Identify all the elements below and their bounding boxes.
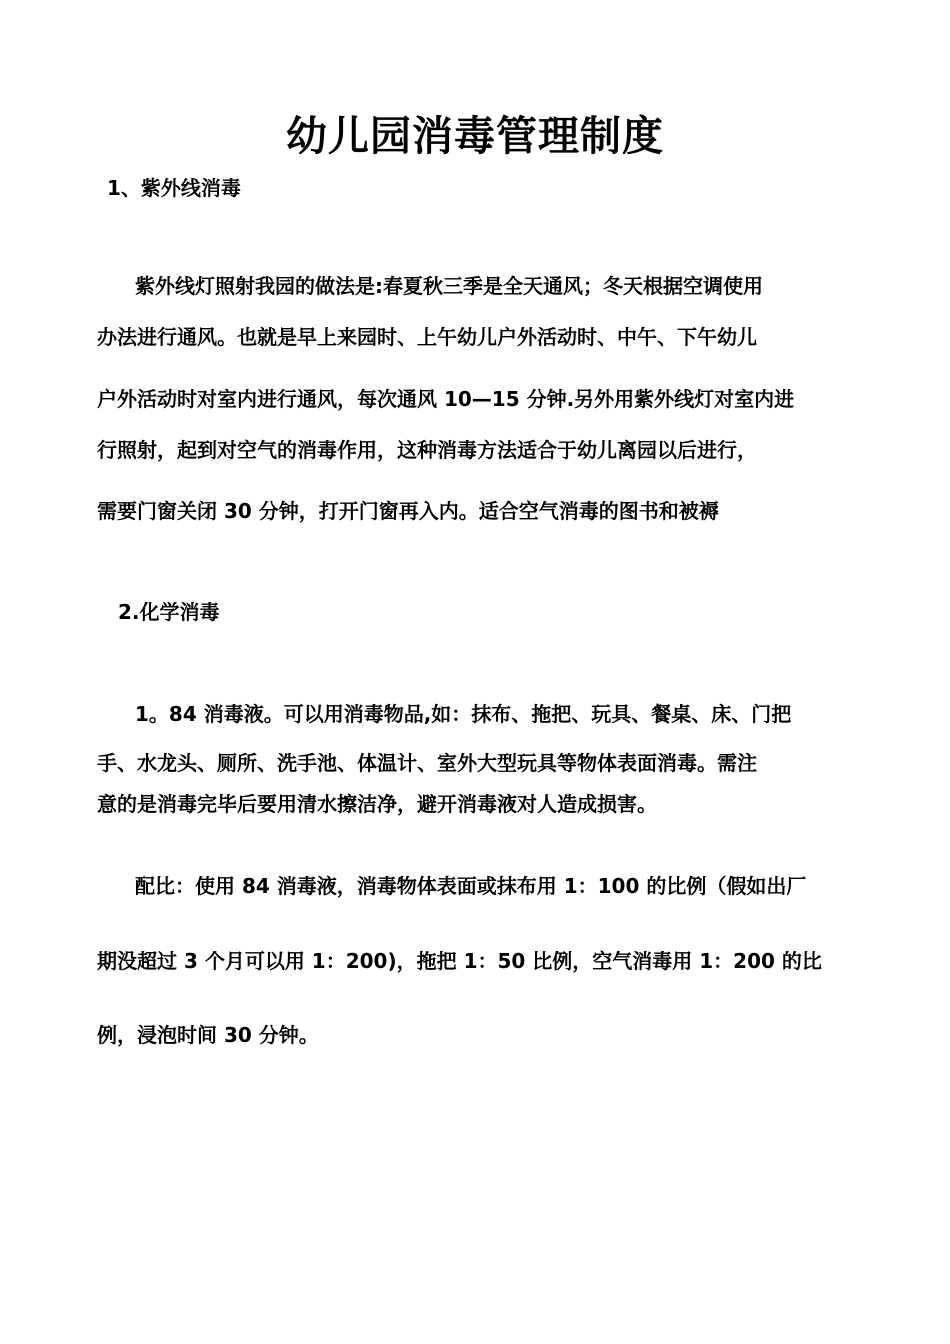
paragraph-line: 配比：使用 84 消毒液，消毒物体表面或抹布用 1：100 的比例（假如出厂 [135, 874, 807, 898]
section-heading-uv: 1、紫外线消毒 [107, 176, 241, 200]
paragraph-line: 需要门窗关闭 30 分钟，打开门窗再入内。适合空气消毒的图书和被褥 [97, 499, 719, 523]
paragraph-line: 行照射，起到对空气的消毒作用，这种消毒方法适合于幼儿离园以后进行， [97, 438, 757, 462]
paragraph-line: 意的是消毒完毕后要用清水擦洁净，避开消毒液对人造成损害。 [97, 792, 657, 816]
paragraph-line: 户外活动时对室内进行通风，每次通风 10—15 分钟.另外用紫外线灯对室内进 [97, 387, 795, 411]
paragraph-line: 紫外线灯照射我园的做法是:春夏秋三季是全天通风；冬天根据空调使用 [135, 274, 763, 298]
paragraph-line: 1。84 消毒液。可以用消毒物品,如：抹布、拖把、玩具、餐桌、床、门把 [135, 702, 792, 726]
paragraph-line: 办法进行通风。也就是早上来园时、上午幼儿户外活动时、中午、下午幼儿 [97, 325, 757, 349]
document-title: 幼儿园消毒管理制度 [286, 112, 664, 160]
paragraph-line: 例，浸泡时间 30 分钟。 [97, 1023, 319, 1047]
paragraph-line: 期没超过 3 个月可以用 1：200)，拖把 1：50 比例，空气消毒用 1：200 的比 [97, 949, 822, 973]
paragraph-line: 手、水龙头、厕所、洗手池、体温计、室外大型玩具等物体表面消毒。需注 [97, 751, 757, 775]
section-heading-chemical: 2.化学消毒 [118, 600, 220, 624]
